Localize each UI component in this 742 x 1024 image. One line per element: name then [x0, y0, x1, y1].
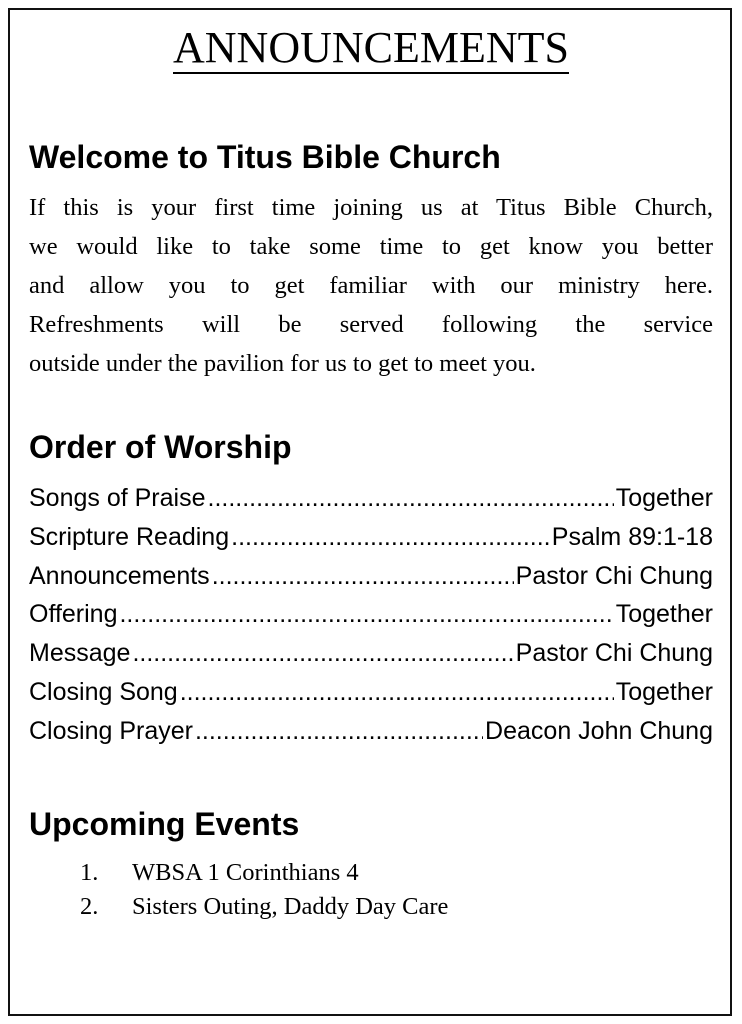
worship-leader: Together	[615, 484, 713, 512]
worship-row	[29, 479, 713, 518]
list-item	[80, 856, 448, 890]
dot-leader	[231, 518, 550, 557]
order-of-worship-heading: Order of Worship	[29, 429, 292, 465]
worship-row	[29, 557, 713, 596]
worship-row	[29, 673, 713, 712]
worship-item: Message	[29, 639, 131, 668]
event-text: WBSA 1 Corinthians 4	[132, 859, 359, 886]
dot-leader	[132, 634, 513, 673]
worship-row	[29, 712, 713, 751]
worship-item: Closing Song	[29, 677, 178, 706]
event-text: Sisters Outing, Daddy Day Care	[132, 893, 449, 920]
worship-row	[29, 518, 713, 557]
dot-leader	[212, 557, 514, 596]
worship-leader: Pastor Chi Chung	[515, 639, 713, 668]
worship-row	[29, 634, 713, 673]
welcome-line: outside under the pavilion for us to get to meet you.	[29, 350, 536, 377]
page-title	[0, 22, 742, 74]
order-of-worship-list	[29, 479, 713, 751]
worship-leader: Pastor Chi Chung	[515, 561, 713, 590]
welcome-line: we would like to take some time to get know you better	[29, 233, 713, 260]
welcome-line: If this is your first time joining us at Titus Bible Church,	[29, 194, 713, 221]
welcome-line: Refreshments will be served following the service	[29, 311, 713, 338]
worship-item: Scripture Reading	[29, 522, 230, 551]
worship-item: Announcements	[29, 561, 210, 590]
worship-item: Offering	[29, 600, 118, 629]
dot-leader	[180, 673, 614, 712]
dot-leader	[208, 479, 614, 518]
worship-leader: Psalm 89:1-18	[551, 522, 713, 551]
welcome-heading: Welcome to Titus Bible Church	[29, 139, 501, 175]
welcome-paragraph	[29, 188, 713, 383]
page-title-text: ANNOUNCEMENTS	[173, 23, 569, 72]
dot-leader	[119, 595, 613, 634]
worship-leader: Together	[615, 677, 713, 706]
worship-item: Songs of Praise	[29, 484, 206, 512]
worship-row	[29, 595, 713, 634]
worship-leader: Together	[615, 600, 713, 629]
upcoming-events-list	[80, 856, 448, 924]
welcome-line: and allow you to get familiar with our ministry here.	[29, 272, 713, 299]
event-number: 2.	[80, 893, 99, 920]
worship-leader: Deacon John Chung	[485, 716, 713, 745]
upcoming-events-heading: Upcoming Events	[29, 806, 300, 842]
event-number: 1.	[80, 859, 99, 886]
worship-item: Closing Prayer	[29, 716, 193, 745]
list-item	[80, 890, 448, 924]
dot-leader	[195, 712, 483, 751]
